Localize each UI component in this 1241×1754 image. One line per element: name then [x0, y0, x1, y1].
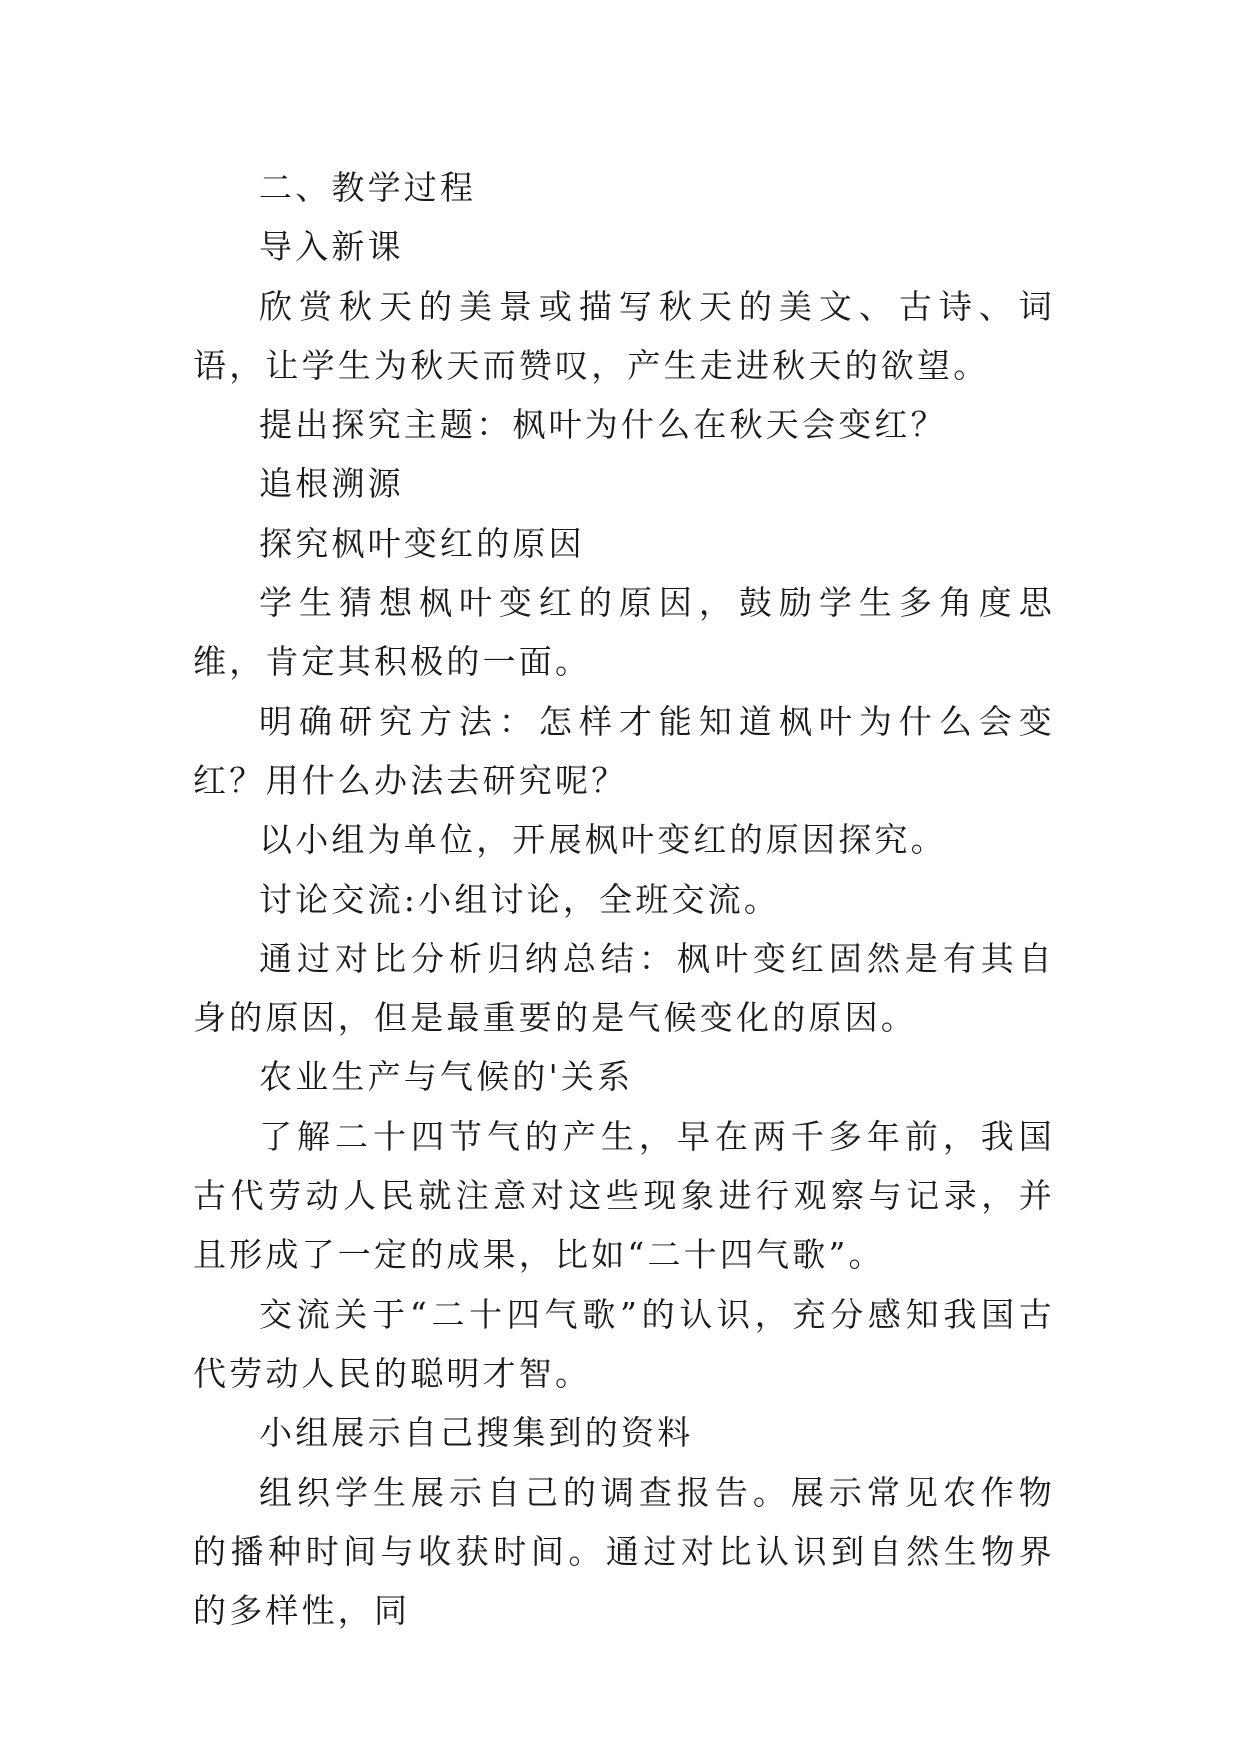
- subheading-trace: 追根溯源: [259, 464, 404, 504]
- paragraph: 通过对比分析归纳总结：枫叶变红固然是有其自身的原因，但是最重要的是气候变化的原因。: [193, 938, 1055, 1038]
- subheading-intro: 导入新课: [259, 227, 404, 267]
- paragraph: 明确研究方法：怎样才能知道枫叶为什么会变红？用什么办法去研究呢？: [193, 701, 1055, 800]
- paragraph: 探究枫叶变红的原因: [259, 523, 585, 563]
- paragraph: 讨论交流:小组讨论，全班交流。: [259, 879, 781, 919]
- subheading-agriculture: 农业生产与气候的'关系: [259, 1057, 634, 1097]
- paragraph: 交流关于“二十四气歌”的认识，充分感知我国古代劳动人民的聪明才智。: [193, 1294, 1055, 1393]
- section-heading: 二、教学过程: [259, 168, 477, 207]
- paragraph: 学生猜想枫叶变红的原因，鼓励学生多角度思维，肯定其积极的一面。: [193, 583, 1055, 682]
- paragraph: 提出探究主题：枫叶为什么在秋天会变红？: [259, 405, 947, 445]
- paragraph: 欣赏秋天的美景或描写秋天的美文、古诗、词语，让学生为秋天而赞叹，产生走进秋天的欲望。: [193, 286, 1055, 385]
- paragraph: 了解二十四节气的产生，早在两千多年前，我国古代劳动人民就注意对这些现象进行观察与记录，并且形成了一定的成果，比如“二十四气歌”。: [193, 1116, 1055, 1275]
- paragraph: 组织学生展示自己的调查报告。展示常见农作物的播种时间与收获时间。通过对比认识到自然生物界的多样性，同: [193, 1472, 1055, 1631]
- paragraph: 小组展示自己搜集到的资料: [259, 1413, 694, 1453]
- paragraph: 以小组为单位，开展枫叶变红的原因探究。: [259, 820, 947, 860]
- document-body: [193, 158, 1055, 1640]
